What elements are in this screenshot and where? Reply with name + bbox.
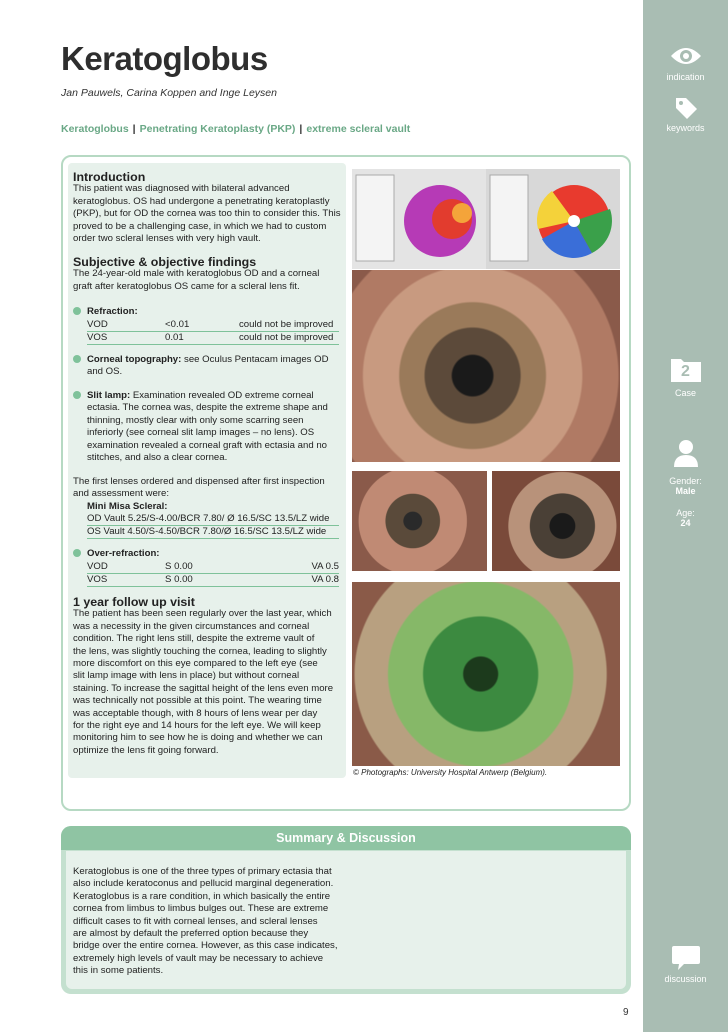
- keyword-bar: Keratoglobus | Penetrating Keratoplasty (PKP) | extreme scleral vault: [61, 123, 411, 135]
- indication-tab[interactable]: [643, 44, 728, 82]
- topography-bullet: Corneal topography: see Oculus Pentacam images OD and OS.: [73, 354, 345, 379]
- case-tab: [643, 355, 728, 398]
- followup-heading: 1 year follow up visit: [73, 595, 195, 609]
- authors: Jan Pauwels, Carina Koppen and Inge Leysen: [61, 87, 277, 99]
- speech-bubble-icon: [670, 944, 702, 972]
- tag-icon: [673, 95, 699, 121]
- lenses-intro: The first lenses ordered and dispensed after first inspection and assessment were:: [73, 476, 325, 500]
- slit-lamp-od-closeup-image: [352, 471, 487, 571]
- keyword-item: extreme scleral vault: [306, 123, 411, 135]
- introduction-section: Introduction This patient was diagnosed with bilateral advanced keratoglobus. OS had undergone a penetrating keratoplastly (PKP), but for OD the cornea was too thin to consider this. This proved to be a challenging case, in which we had to custom order two scleral lenses with very high vault.: [73, 171, 345, 245]
- indication-label: indication: [666, 72, 705, 82]
- patient-info: [643, 438, 728, 528]
- lens-name: Mini Misa Scleral:: [87, 501, 168, 512]
- introduction-heading: Introduction: [73, 170, 146, 184]
- folder-icon: [669, 355, 703, 383]
- refraction-row: VOD <0.01 could not be improved: [87, 319, 339, 332]
- age-label: Age:: [676, 508, 695, 518]
- findings-heading: Subjective & objective findings: [73, 255, 257, 269]
- overrefraction-row: VOS S 0.00 VA 0.8: [87, 574, 339, 585]
- overrefraction-bullet: Over-refraction:: [73, 548, 160, 560]
- person-icon: [671, 438, 701, 468]
- discussion-tab[interactable]: [643, 944, 728, 984]
- slit-lamp-od-image: [352, 270, 620, 462]
- overrefraction-row: VOD S 0.00 VA 0.5: [87, 561, 339, 572]
- summary-text: Keratoglobus is one of the three types of primary ectasia that also include keratoconus and pellucid marginal degeneration. Keratoglobus is a rare condition, in which basically the entire cornea from limbus to limbus bulges out. These are extreme difficult cases to fit with corneal lenses, and scleral lenses are almost by default the preferred option because they bridge over the entire cornea. However, as this case indicates, extremely high levels of vault may be necessary to achieve this in some patients.: [73, 866, 338, 977]
- refraction-row: VOS 0.01 could not be improved: [87, 332, 339, 345]
- gender-value: Male: [675, 486, 696, 496]
- summary-heading: Summary & Discussion: [61, 826, 631, 850]
- eye-icon: [669, 44, 703, 68]
- keywords-tab[interactable]: [643, 95, 728, 133]
- slitlamp-bullet: Slit lamp: Examination revealed OD extreme corneal ectasia. The cornea was, despite the extreme shape and thinning, mostly clear with only some scarring seen inferiorly (see corneal slit lamp images – no lens). OS examination revealed a corneal graft with ectasia and no stitches, and also a clear cornea.: [73, 390, 345, 464]
- discussion-label: discussion: [664, 974, 707, 984]
- case-number: 2: [681, 363, 690, 380]
- keyword-item: Keratoglobus: [61, 123, 129, 135]
- case-label: Case: [674, 388, 696, 398]
- pentacam-topography-images: [352, 169, 620, 269]
- refraction-bullet: Refraction:: [73, 306, 138, 318]
- photo-credit: © Photographs: University Hospital Antwerp (Belgium).: [353, 768, 548, 777]
- followup-section: 1 year follow up visit The patient has been seen regularly over the last year, which was a necessity in the given circumstances and corneal condition. The right lens still, despite the extreme vault of the lens, was slightly touching the cornea, leading to slightly more discomfort on this eye compared to the left eye (see slit lamp image with lens in place) but without corneal staining. To increase the sagittal height of the lens even more was technically not possible at this point. The wearing time was acceptable though, with 8 hours of lens wear per day for the right eye and 14 hours for the left eye. We will keep monitoring him to see how he is doing and whether we can optimize the lens fit going forward.: [73, 596, 345, 757]
- age-value: 24: [680, 518, 691, 528]
- keyword-item: Penetrating Keratoplasty (PKP): [139, 123, 296, 135]
- keywords-label: keywords: [666, 123, 705, 133]
- page-number: 9: [623, 1007, 629, 1018]
- lens-spec-row: OS Vault 4.50/S-4.50/BCR 7.80/Ø 16.5/SC 13.5/LZ wide: [87, 526, 339, 539]
- lens-spec-row: OD Vault 5.25/S-4.00/BCR 7.80/ Ø 16.5/SC 13.5/LZ wide: [87, 513, 339, 526]
- findings-section: Subjective & objective findings The 24-year-old male with keratoglobus OD and a corneal graft after keratoglobus OS came for a scleral lens fit.: [73, 256, 345, 293]
- page-title: Keratoglobus: [61, 40, 268, 77]
- slit-lamp-os-image: [492, 471, 620, 571]
- gender-label: Gender:: [669, 476, 702, 486]
- fluorescein-lens-image: [352, 582, 620, 766]
